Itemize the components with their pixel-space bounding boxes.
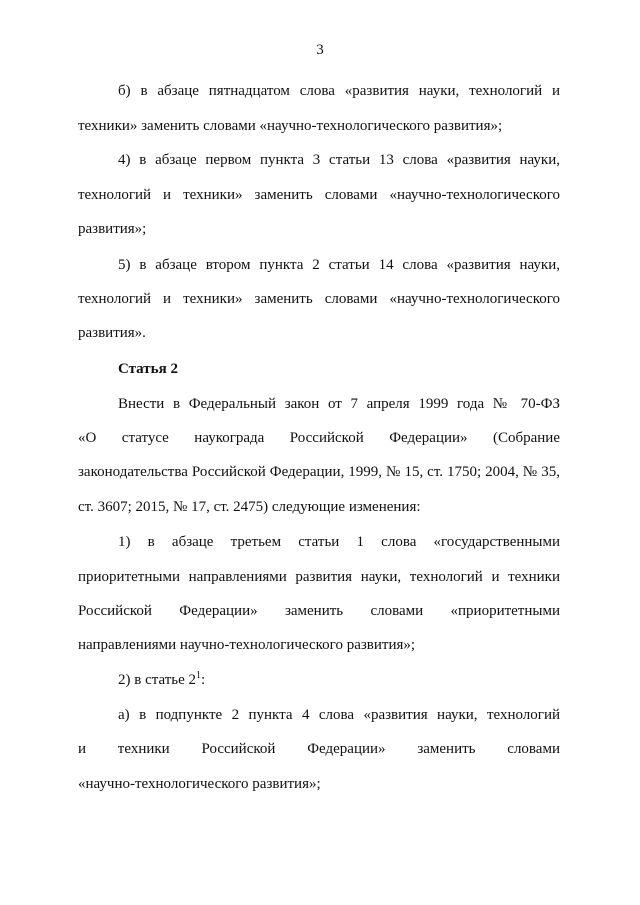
paragraph-line: законодательства Российской Федерации, 1999, № 15, ст. 1750; 2004, № 35, <box>78 464 560 480</box>
paragraph-line: технологий и техники» заменить словами «научно-технологического <box>78 291 560 307</box>
paragraph-line: ст. 3607; 2015, № 17, ст. 2475) следующие изменения: <box>78 499 421 515</box>
paragraph-line: б) в абзаце пятнадцатом слова «развития науки, технологий и <box>118 83 560 99</box>
item-text: 2) в статье 2 <box>118 672 197 688</box>
paragraph-line: «научно-технологического развития»; <box>78 776 321 792</box>
paragraph-line: развития»; <box>78 221 147 237</box>
paragraph-line: «О статусе наукограда Российской Федерации» (Собрание <box>78 430 560 446</box>
paragraph-line: развития». <box>78 325 146 341</box>
article-heading: Статья 2 <box>118 361 178 377</box>
page-number: 3 <box>316 42 324 58</box>
paragraph-line: 4) в абзаце первом пункта 3 статьи 13 слова «развития науки, <box>118 152 560 168</box>
paragraph-line: Российской Федерации» заменить словами «приоритетными <box>78 603 560 619</box>
paragraph-line: 1) в абзаце третьем статьи 1 слова «государственными <box>118 534 560 550</box>
paragraph-line: и техники Российской Федерации» заменить словами <box>78 741 560 757</box>
paragraph-line: технологий и техники» заменить словами «научно-технологического <box>78 187 560 203</box>
paragraph-line <box>118 671 560 689</box>
paragraph-line: приоритетными направлениями развития науки, технологий и техники <box>78 569 560 585</box>
paragraph-line: Внести в Федеральный закон от 7 апреля 1999 года № 70-ФЗ <box>118 396 560 412</box>
item-colon: : <box>201 672 206 688</box>
paragraph-line: техники» заменить словами «научно-технологического развития»; <box>78 118 503 134</box>
paragraph-line: 5) в абзаце втором пункта 2 статьи 14 слова «развития науки, <box>118 257 560 273</box>
superscript: 1 <box>196 670 202 681</box>
paragraph-line: направлениями научно-технологического развития»; <box>78 637 416 653</box>
paragraph-line: а) в подпункте 2 пункта 4 слова «развития науки, технологий <box>118 707 560 723</box>
